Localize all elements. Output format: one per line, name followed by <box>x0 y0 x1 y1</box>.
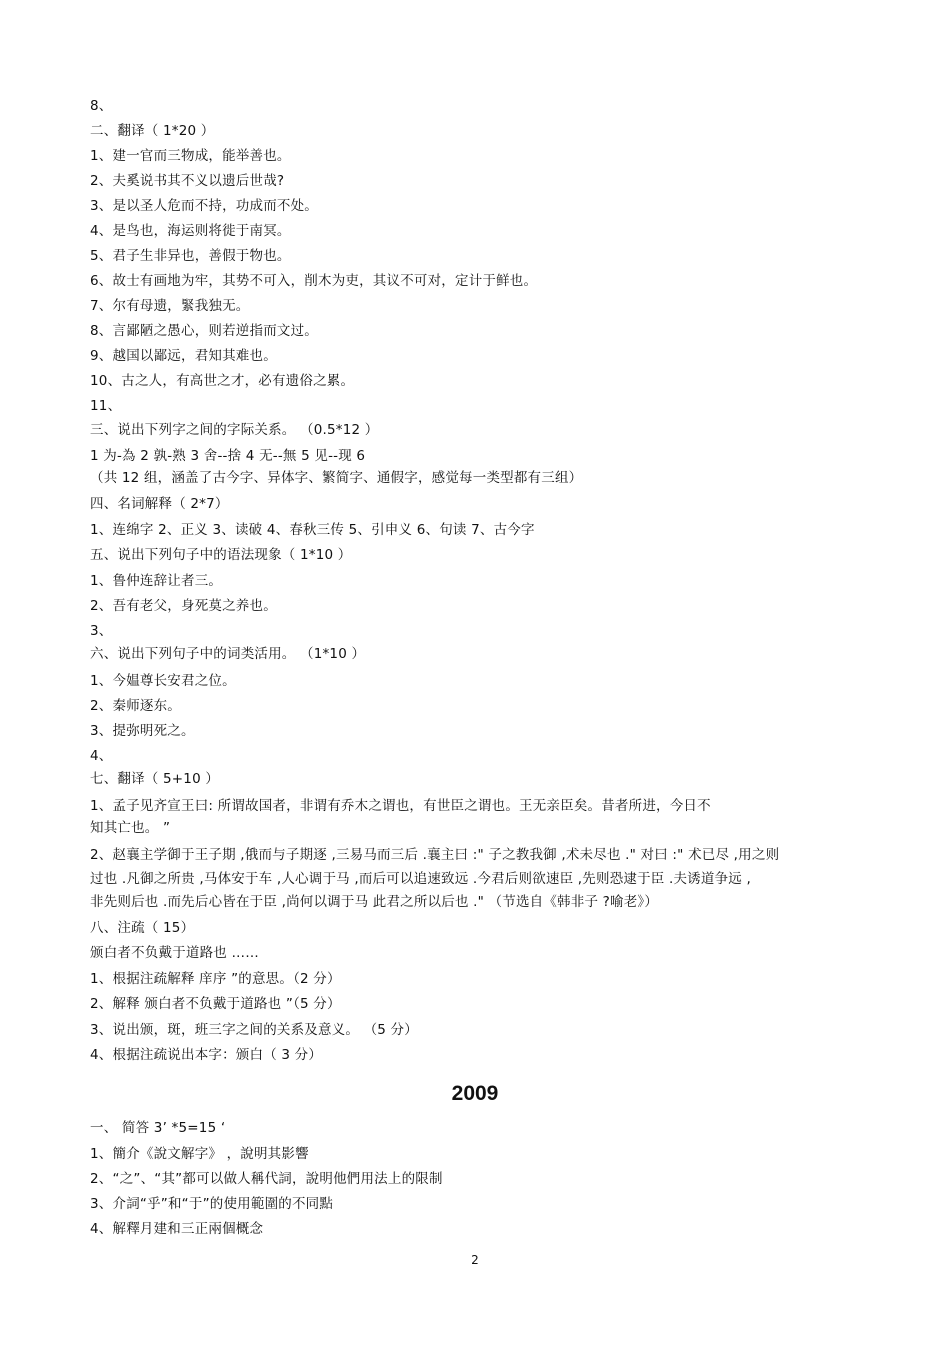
question-line: 4、是鸟也，海运则将徙于南冥。 <box>90 223 291 239</box>
question-line: 3、 <box>90 623 113 639</box>
question-line: 2、夫奚说书其不义以遗后世哉? <box>90 173 285 189</box>
question-line: 7、尔有母遗，緊我独无。 <box>90 298 250 314</box>
question-line: 3、是以圣人危而不持，功成而不处。 <box>90 198 318 214</box>
question-line: 颁白者不负戴于道路也 …… <box>90 945 259 961</box>
question-line: 非先则后也 .而先后心皆在于臣 ,尚何以调于马 此君之所以后也 ." （节选自《韩非子 ?喻老》） <box>90 894 659 910</box>
question-line: 8、言鄙陋之愚心，则若逆指而文过。 <box>90 323 318 339</box>
question-line-2009: 1、簡介《說文解字》 ，說明其影響 <box>90 1146 309 1162</box>
question-line: 1、今媪尊长安君之位。 <box>90 673 236 689</box>
question-line: 4、根据注疏说出本字：颁白（ 3 分） <box>90 1047 323 1063</box>
question-line: 知其亡也。 ” <box>90 820 171 836</box>
question-line: 3、说出颁，斑，班三字之间的关系及意义。 （5 分） <box>90 1022 418 1038</box>
question-line: 2、解释 颁白者不负戴于道路也 ”（5 分） <box>90 996 341 1012</box>
question-line: 八、注疏（ 15） <box>90 920 195 936</box>
question-line-2009: 4、解釋月建和三正兩個概念 <box>90 1221 264 1237</box>
question-line: 1、建一官而三物成，能举善也。 <box>90 148 291 164</box>
year-heading: 2009 <box>451 1082 499 1105</box>
question-line: 11、 <box>90 398 122 414</box>
question-line: 5、君子生非异也，善假于物也。 <box>90 248 291 264</box>
question-line: 2、赵襄主学御于王子期 ,俄而与子期逐 ,三易马而三后 .襄主曰 :" 子之教我御 ,术未尽也 ." 对曰 :" 术已尽 ,用之则 <box>90 847 780 863</box>
question-line: 1 为-為 2 孰-熟 3 舍--捨 4 无--無 5 见--现 6 <box>90 448 366 464</box>
question-line-2009: 2、“之”、“其”都可以做人稱代詞，說明他們用法上的限制 <box>90 1171 443 1187</box>
question-line: 1、鲁仲连辞让者三。 <box>90 573 223 589</box>
question-line: 10、古之人，有高世之才，必有遗俗之累。 <box>90 373 355 389</box>
question-line-2009: 3、介詞“乎”和“于”的使用範圍的不同點 <box>90 1196 334 1212</box>
question-line: （共 12 组，涵盖了古今字、异体字、繁简字、通假字，感觉每一类型都有三组） <box>90 470 583 486</box>
question-line: 6、故士有画地为牢，其势不可入，削木为吏，其议不可对，定计于鲜也。 <box>90 273 538 289</box>
question-line-2009: 一、 简答 3’ *5=15 ‘ <box>90 1120 226 1136</box>
question-line: 1、根据注疏解释 庠序 ”的意思。（2 分） <box>90 971 341 987</box>
question-line: 8、 <box>90 98 113 114</box>
question-line: 五、说出下列句子中的语法现象（ 1*10 ） <box>90 547 352 563</box>
question-line: 六、说出下列句子中的词类活用。 （1*10 ） <box>90 646 366 662</box>
question-line: 四、名词解释（ 2*7） <box>90 496 229 512</box>
question-line: 2、秦师逐东。 <box>90 698 181 714</box>
question-line: 9、越国以鄙远，君知其难也。 <box>90 348 277 364</box>
question-line: 3、提弥明死之。 <box>90 723 195 739</box>
question-line: 1、连绵字 2、正义 3、读破 4、春秋三传 5、引申义 6、句读 7、古今字 <box>90 522 535 538</box>
question-line: 1、孟子见齐宣王曰: 所谓故国者，非谓有乔木之谓也，有世臣之谓也。王无亲臣矣。昔者所进，今日不 <box>90 798 711 814</box>
question-line: 七、翻译（ 5+10 ） <box>90 771 220 787</box>
page-number: 2 <box>471 1253 479 1267</box>
question-line: 过也 .凡御之所贵 ,马体安于车 ,人心调于马 ,而后可以追速致远 .今君后则欲速臣 ,先则恐逮于臣 .夫诱道争远 , <box>90 871 751 887</box>
question-line: 2、吾有老父，身死莫之养也。 <box>90 598 277 614</box>
question-line: 三、说出下列字之间的字际关系。 （0.5*12 ） <box>90 422 379 438</box>
question-line: 4、 <box>90 748 113 764</box>
question-line: 二、翻译（ 1*20 ） <box>90 123 215 139</box>
